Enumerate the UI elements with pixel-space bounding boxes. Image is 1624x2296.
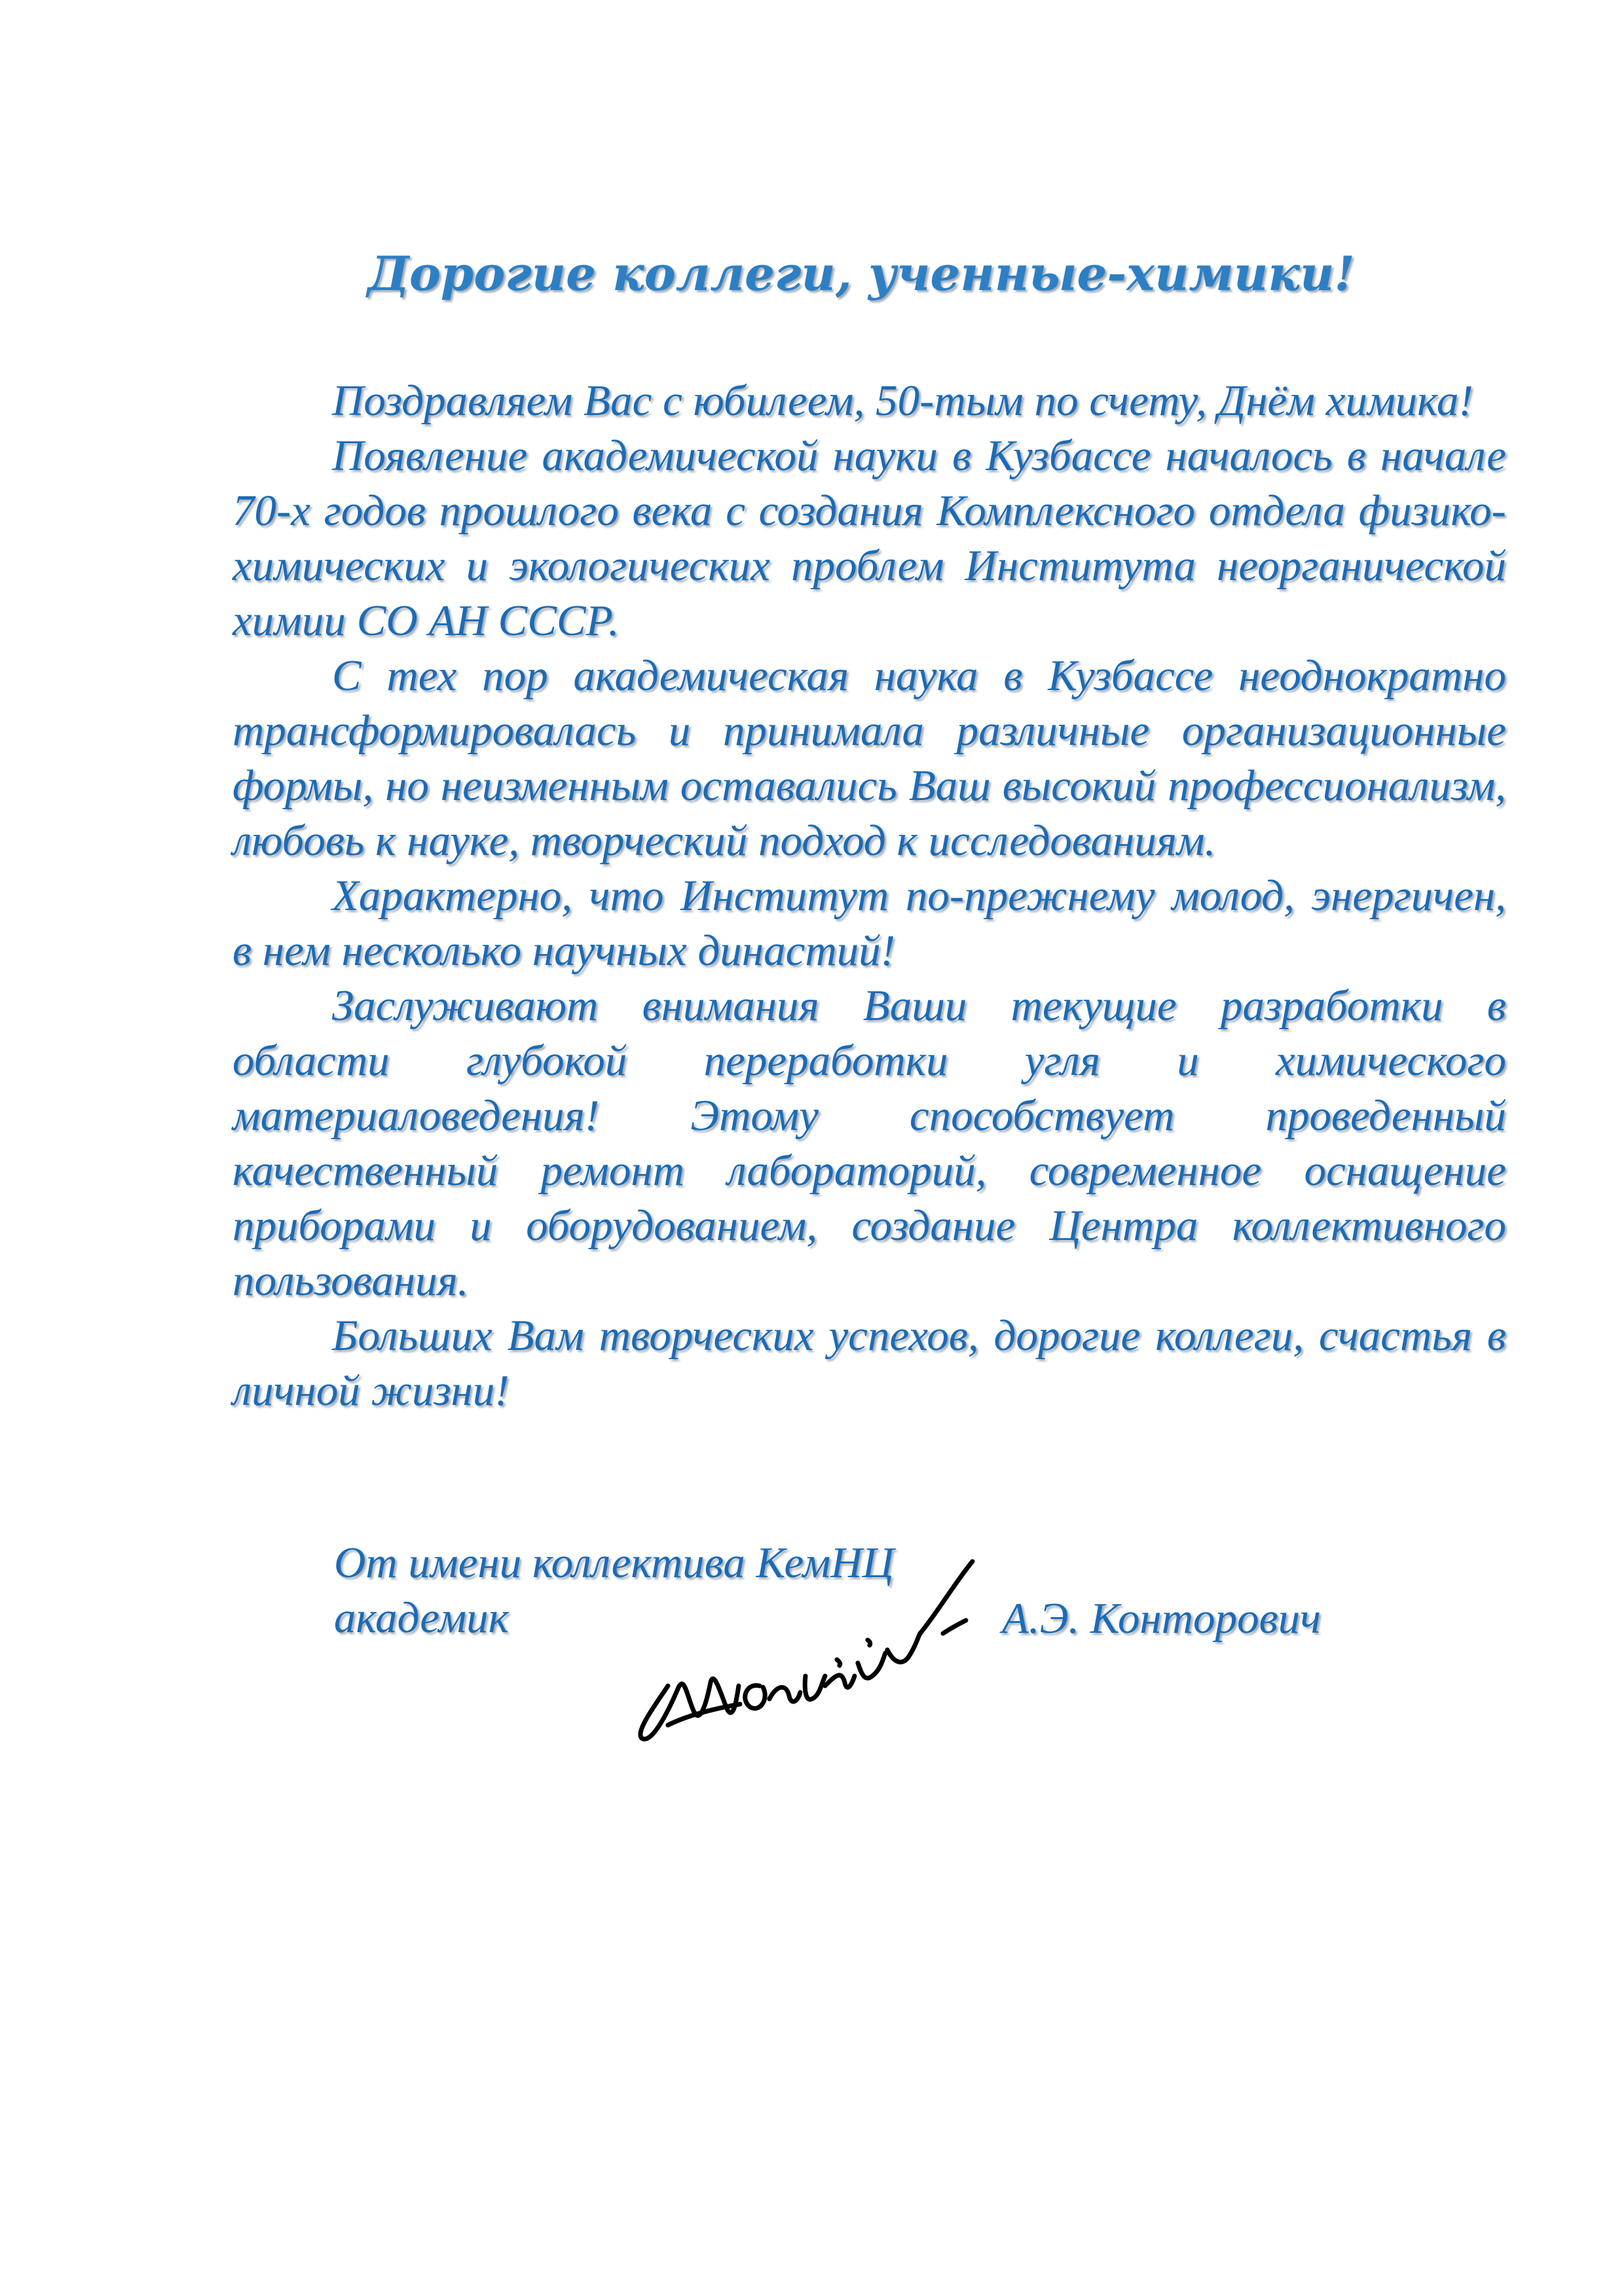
letter-title: Дорогие коллеги, ученные-химики! <box>367 246 1356 301</box>
letter-body <box>232 373 1506 1418</box>
signatory-name: А.Э. Конторович <box>1002 1594 1321 1643</box>
paragraph-history: Появление академической науки в Кузбассе началось в начале 70-х годов прошлого века с создания Комплексного отдела физико-химических и экологических проблем Института неорганической химии СО АН СССР. <box>232 431 1506 645</box>
paragraph-transformation: С тех пор академическая наука в Кузбассе неоднократно трансформировалась и принимала различные организационные формы, но неизменным оставались Ваш высокий профессионализм, любовь к науке, творческий подход к исследованиям. <box>232 651 1506 865</box>
paragraph-greeting: Поздравляем Вас с юбилеем, 50-тым по счету, Днём химика! <box>332 376 1473 425</box>
closing-on-behalf: От имени коллектива КемНЦ <box>334 1539 895 1587</box>
paragraph-developments: Заслуживают внимания Ваши текущие разработки в области глубокой переработки угля и химического материаловедения! Этому способствует проведенный качественный ремонт лабораторий, современное оснащение приборами и оборудованием, создание Центра коллективного пользования. <box>232 981 1506 1305</box>
handwritten-signature <box>629 1535 982 1758</box>
paragraph-institute: Характерно, что Институт по-прежнему молод, энергичен, в нем несколько научных династий! <box>232 871 1506 975</box>
paragraph-wishes: Больших Вам творческих успехов, дорогие коллеги, счастья в личной жизни! <box>232 1311 1506 1415</box>
closing-title: академик <box>334 1594 509 1642</box>
